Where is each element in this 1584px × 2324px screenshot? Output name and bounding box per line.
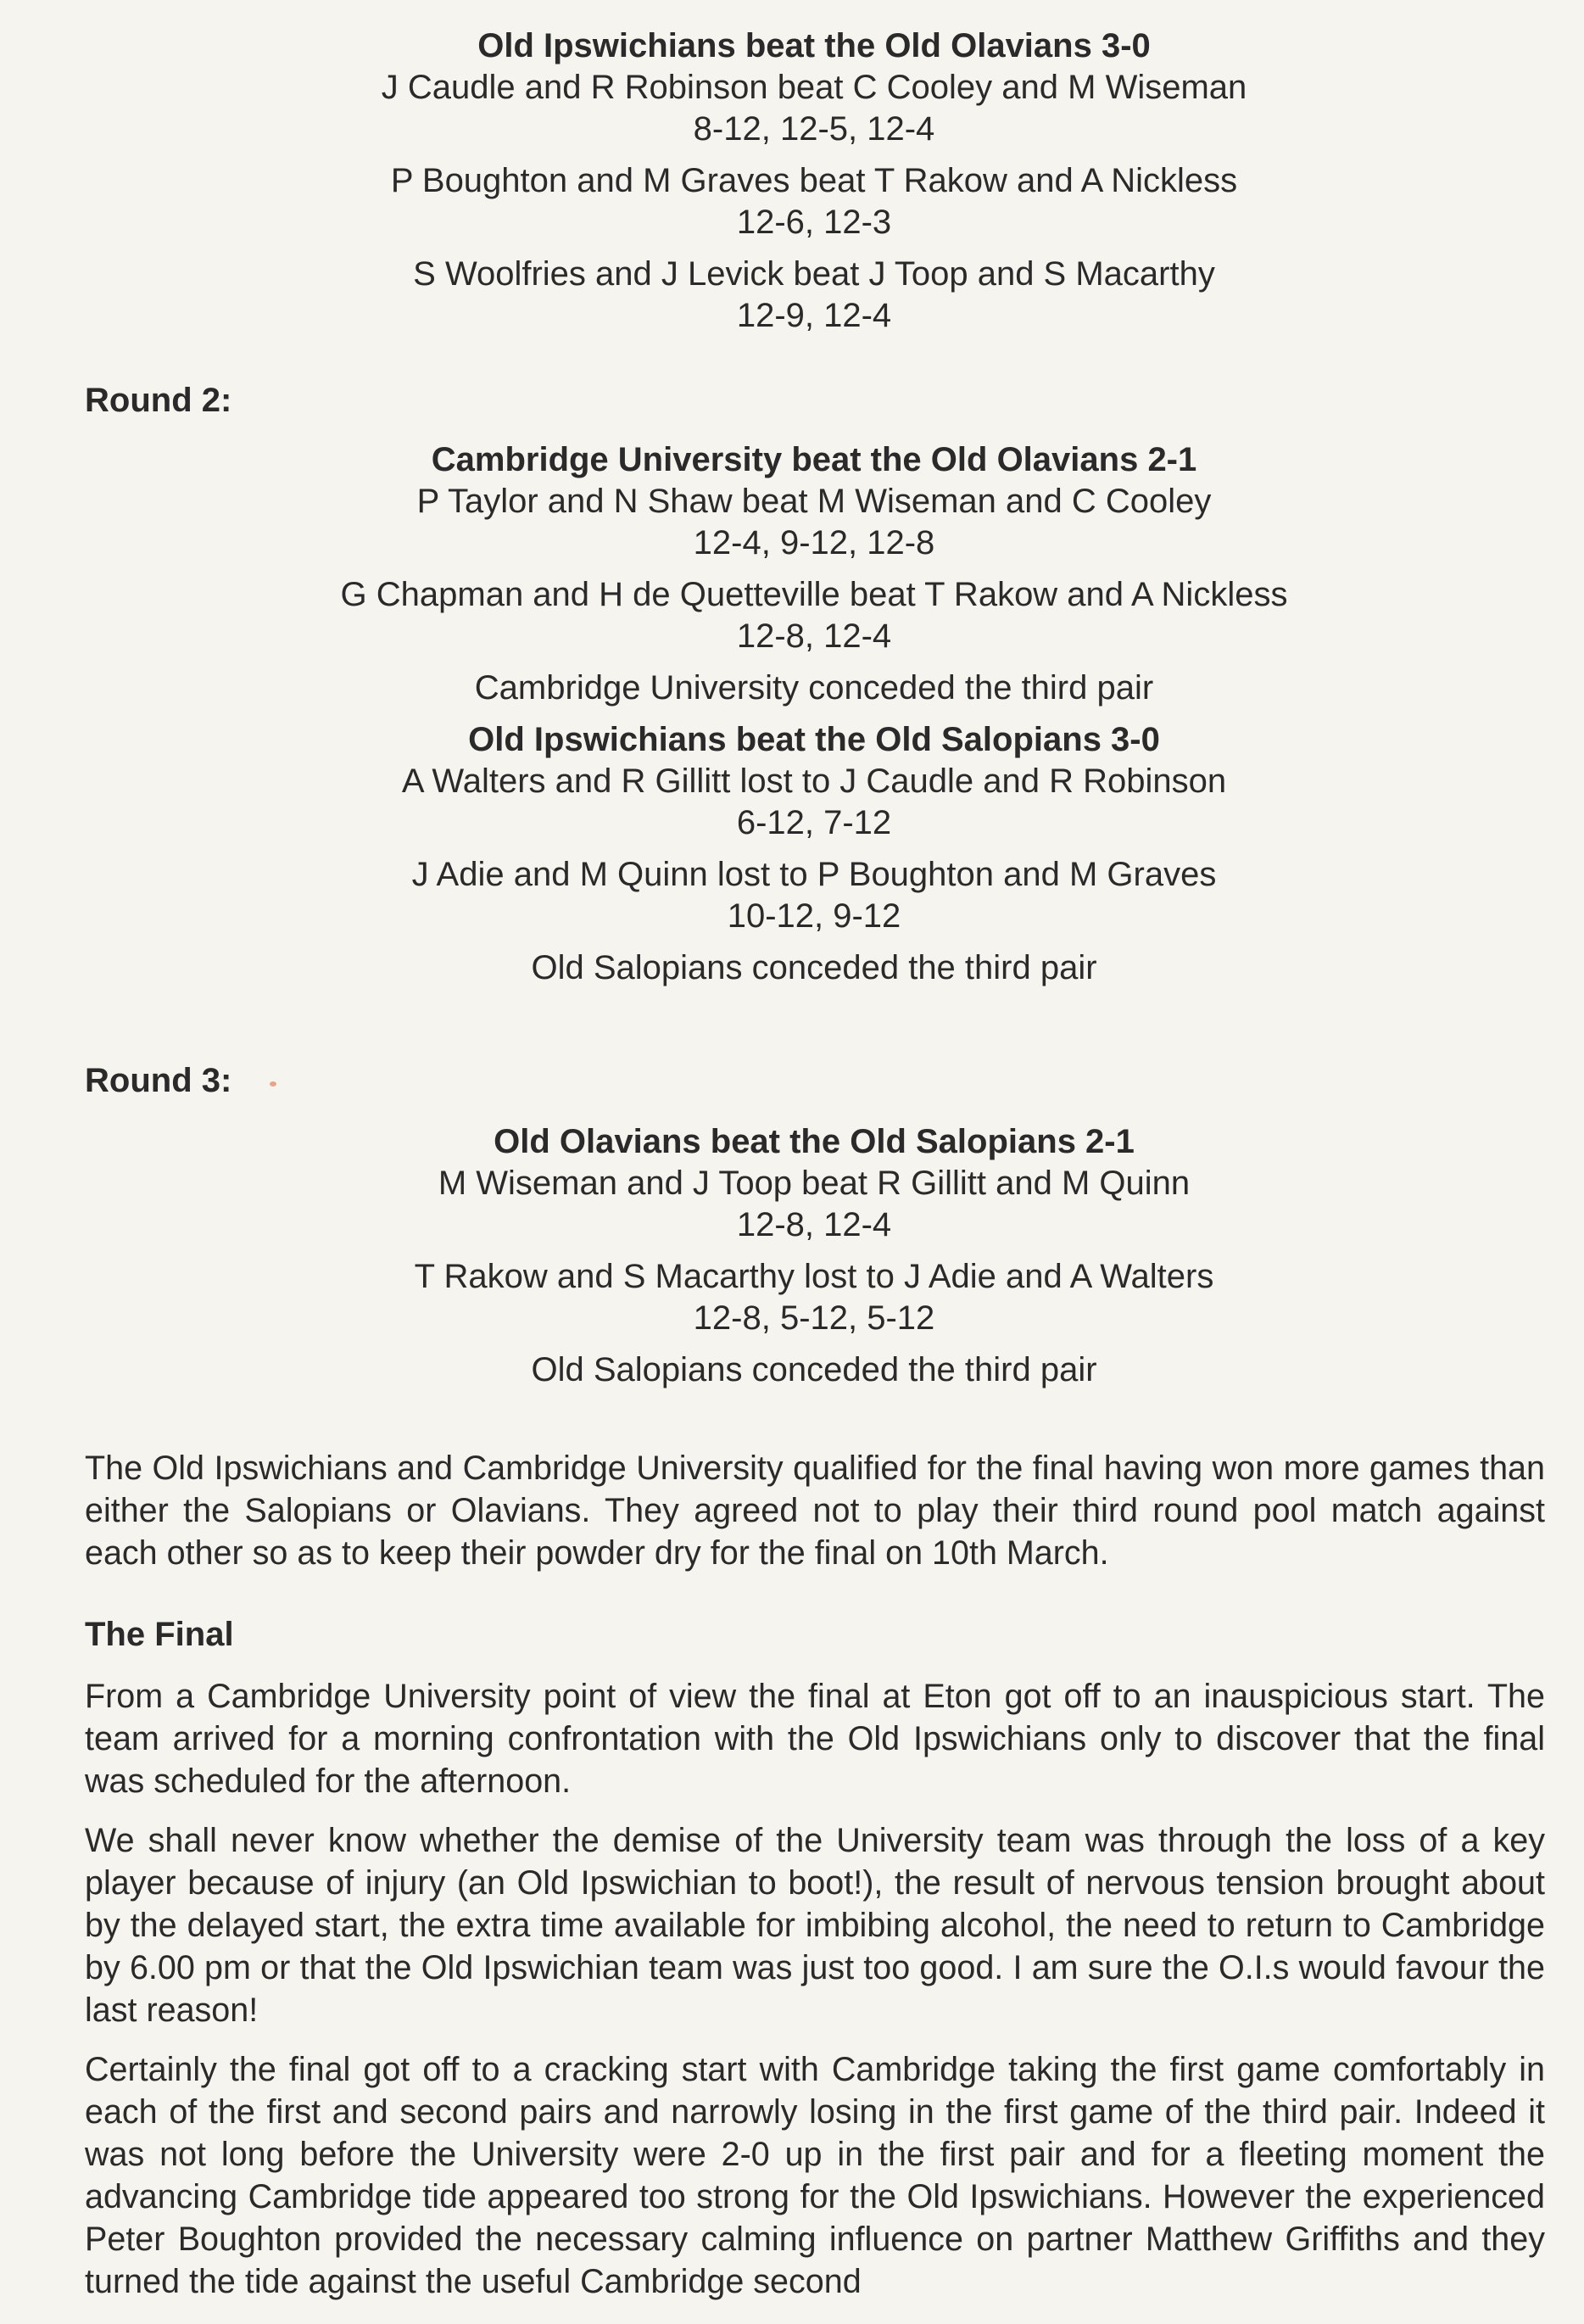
- game-result: [254, 854, 1374, 937]
- game-result: [254, 761, 1374, 844]
- game-pairing: P Boughton and M Graves beat T Rakow and A Nickless: [390, 162, 1238, 199]
- summary-paragraph: [85, 1447, 1545, 1591]
- game-pairing: P Taylor and N Shaw beat M Wiseman and C Cooley: [416, 483, 1212, 520]
- game-pairing: T Rakow and S Macarthy lost to J Adie and A Walters: [414, 1258, 1214, 1295]
- game-result: [254, 481, 1374, 564]
- game-scores: 12-6, 12-3: [736, 204, 892, 241]
- game-scores: 12-4, 9-12, 12-8: [693, 524, 935, 561]
- round-3-label: Round 3:: [85, 1062, 232, 1099]
- game-scores: 12-8, 12-4: [736, 617, 892, 655]
- game-result: [254, 160, 1374, 243]
- paper-speck: [270, 1081, 276, 1087]
- game-result: [254, 1256, 1374, 1339]
- game-result: [254, 574, 1374, 657]
- game-pairing: G Chapman and H de Quetteville beat T Rakow and A Nickless: [340, 576, 1288, 613]
- final-paragraph: We shall never know whether the demise of the University team was through the loss of a key player because of injury (an Old Ipswichian to boot!), the result of nervous tension brought about by the delayed start, the extra time available for imbibing alcohol, the need to return to Cambridge by 6.00 pm or that the Old Ipswichian team was just too good. I am sure the O.I.s would favour the last reason!: [85, 1822, 1545, 2029]
- match-ipswichians-vs-olavians: [254, 25, 1374, 347]
- final-heading: The Final: [85, 1616, 234, 1653]
- game-pairing: J Adie and M Quinn lost to P Boughton and M Graves: [411, 856, 1217, 893]
- game-scores: 12-9, 12-4: [736, 297, 892, 334]
- summary-text: The Old Ipswichians and Cambridge University qualified for the final having won more games than either the Salopians or Olavians. They agreed not to play their third round pool match against each other so as to keep their powder dry for the final on 10th March.: [85, 1450, 1545, 1572]
- match-title: Old Olavians beat the Old Salopians 2-1: [494, 1123, 1135, 1160]
- concession-note: Cambridge University conceded the third pair: [474, 669, 1154, 707]
- game-pairing: A Walters and R Gillitt lost to J Caudle and R Robinson: [401, 763, 1227, 800]
- final-paragraph: Certainly the final got off to a cracking start with Cambridge taking the first game comfortably in each of the first and second pairs and narrowly losing in the first game of the third pair. Indeed it was not long before the University were 2-0 up in the first pair and for a fleeting moment the advancing Cambridge tide appeared too strong for the Old Ipswichians. However the experienced Peter Boughton provided the necessary calming influence on partner Matthew Griffiths and they turned the tide against the useful Cambridge second: [85, 2051, 1545, 2300]
- game-scores: 12-8, 12-4: [736, 1206, 892, 1243]
- game-pairing: S Woolfries and J Levick beat J Toop and S Macarthy: [413, 255, 1215, 293]
- concession-note: Old Salopians conceded the third pair: [531, 949, 1097, 986]
- match-olavians-vs-salopians: [254, 1121, 1374, 1401]
- game-scores: 6-12, 7-12: [736, 804, 892, 841]
- match-title: Old Ipswichians beat the Old Olavians 3-0: [477, 27, 1151, 64]
- game-pairing: M Wiseman and J Toop beat R Gillitt and M Quinn: [438, 1165, 1191, 1202]
- round-2-label: Round 2:: [85, 382, 232, 419]
- concession-note: Old Salopians conceded the third pair: [531, 1351, 1097, 1388]
- match-cambridge-vs-olavians: [254, 439, 1374, 999]
- game-result: [254, 1163, 1374, 1246]
- match-title: Cambridge University beat the Old Olavians 2-1: [431, 441, 1197, 478]
- game-result: [254, 254, 1374, 337]
- game-scores: 12-8, 5-12, 5-12: [693, 1299, 935, 1337]
- final-body: [85, 1675, 1545, 2320]
- match-title: Old Ipswichians beat the Old Salopians 3-0: [468, 721, 1160, 758]
- final-paragraph: From a Cambridge University point of view the final at Eton got off to an inauspicious start. The team arrived for a morning confrontation with the Old Ipswichians only to discover that the final was scheduled for the afternoon.: [85, 1678, 1545, 1800]
- game-scores: 10-12, 9-12: [727, 897, 901, 935]
- game-scores: 8-12, 12-5, 12-4: [693, 110, 935, 148]
- game-result: [254, 67, 1374, 150]
- game-pairing: J Caudle and R Robinson beat C Cooley and M Wiseman: [381, 69, 1247, 106]
